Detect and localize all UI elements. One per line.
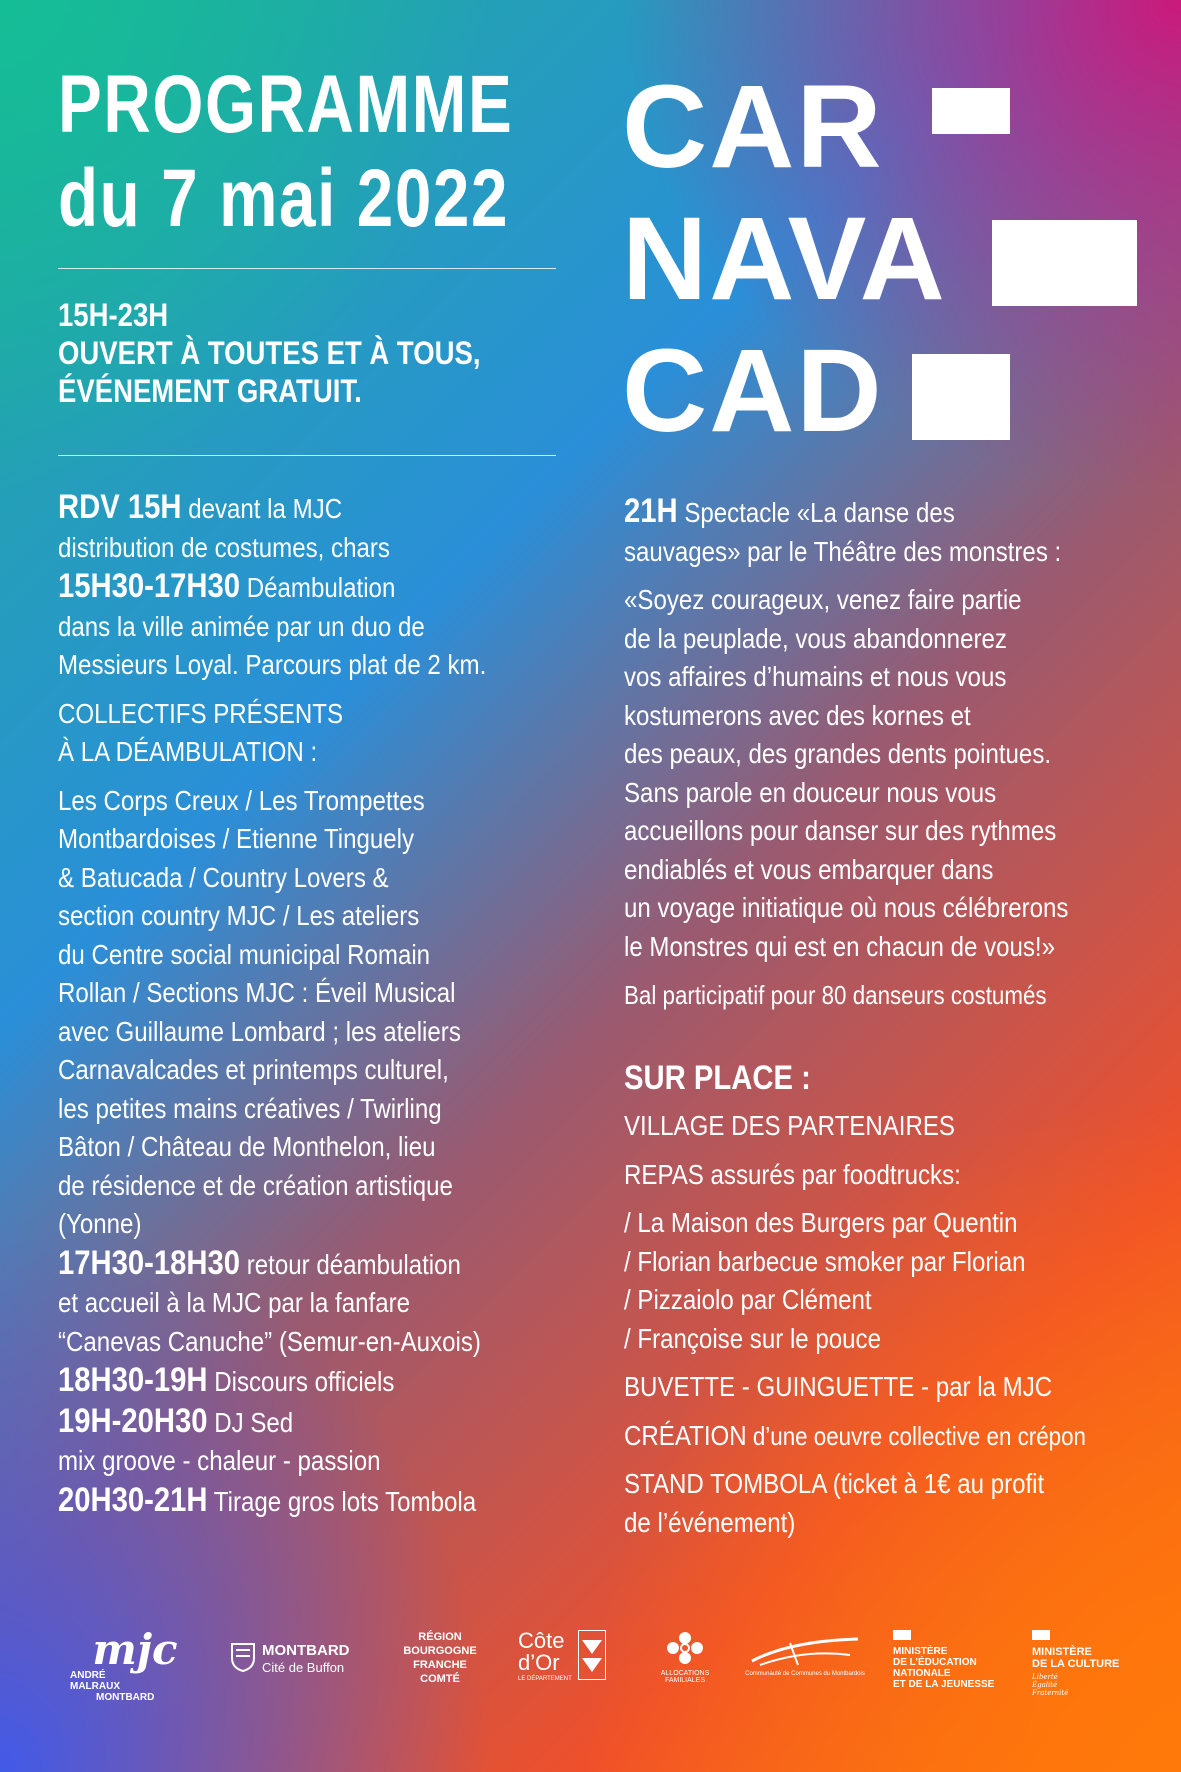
collectifs-heading-1: COLLECTIFS PRÉSENTS — [58, 697, 344, 729]
devise-line: Fraternité — [1032, 1689, 1069, 1697]
quote-line: accueillons pour danser sur des rythmes — [624, 815, 1057, 846]
quote-line: kostumerons avec des kornes et — [624, 699, 971, 731]
cc-logo — [745, 1635, 865, 1677]
collectif-line: (Yonne) — [58, 1208, 142, 1239]
marianne-icon — [893, 1630, 911, 1640]
quote-line: le Monstres qui est en chacun de vous!» — [624, 930, 1056, 962]
collectif-line: section country MJC / Les ateliers — [58, 900, 420, 931]
spectacle-time: 21H — [624, 492, 678, 530]
ministere-education-logo — [893, 1630, 1003, 1690]
divider-top — [58, 268, 556, 269]
caf-flower-icon — [663, 1630, 707, 1668]
collectif-line: Rollan / Sections MJC : Éveil Musical — [58, 977, 456, 1008]
tirage-line — [58, 1481, 486, 1522]
foodtruck-item: / La Maison des Burgers par Quentin — [624, 1207, 1018, 1238]
creation-line — [624, 1417, 1086, 1456]
min-cult-line: MINISTÈRE — [1032, 1646, 1092, 1658]
rdv-text-2: distribution de costumes, chars — [58, 531, 390, 563]
deamb-text-2: dans la ville animée par un duo de — [58, 610, 425, 642]
carnavalcade-logo — [622, 60, 1142, 457]
marianne-icon — [1032, 1630, 1050, 1640]
montbard-text: MONTBARD — [262, 1642, 350, 1659]
min-edu-line: NATIONALE — [893, 1668, 951, 1679]
buvette-text: BUVETTE - GUINGUETTE - par la MJC — [624, 1371, 1053, 1402]
cote-sub: LE DÉPARTEMENT — [518, 1676, 572, 1682]
partner-logos — [0, 1625, 1181, 1730]
region-line-4: COMTÉ — [420, 1673, 460, 1685]
mjc-sub-2: MALRAUX — [70, 1681, 120, 1692]
collectif-line: Bâton / Château de Monthelon, lieu — [58, 1131, 436, 1162]
event-hours: 15H-23H — [58, 297, 169, 333]
title-line-1: PROGRAMME — [58, 59, 514, 150]
quote-line: «Soyez courageux, venez faire partie — [624, 584, 1022, 615]
spectacle-text: Spectacle «La danse des — [677, 497, 955, 528]
quote-line: vos affaires d’humains et nous vous — [624, 661, 1007, 692]
sur-place-heading: SUR PLACE : — [624, 1058, 811, 1097]
deamb-time: 15H30-17H30 — [58, 567, 241, 605]
foodtruck-item: / Pizzaiolo par Clément — [624, 1284, 872, 1315]
min-edu-line: ET DE LA JEUNESSE — [893, 1679, 995, 1690]
deamb-text: Déambulation — [240, 572, 396, 603]
region-logo — [395, 1630, 485, 1686]
devise-line: Liberté — [1032, 1673, 1058, 1681]
region-line-2: BOURGOGNE — [403, 1645, 477, 1657]
divider-bottom — [58, 455, 556, 456]
dj-line — [58, 1402, 486, 1443]
dj-text-2: mix groove - chaleur - passion — [58, 1445, 381, 1476]
cote-dor-icon — [578, 1630, 606, 1680]
quote-line: de la peuplade, vous abandonnerez — [624, 622, 1007, 654]
event-free: ÉVÉNEMENT GRATUIT. — [58, 373, 362, 409]
ministere-culture-logo — [1032, 1630, 1142, 1697]
retour-line — [58, 1244, 486, 1285]
discours-text: Discours officiels — [207, 1366, 395, 1397]
retour-text-2: et accueil à la MJC par la fanfare — [58, 1287, 411, 1318]
collectif-line: & Batucada / Country Lovers & — [58, 861, 389, 893]
collectif-line: du Centre social municipal Romain — [58, 938, 431, 970]
collectif-line: les petites mains créatives / Twirling — [58, 1092, 442, 1124]
discours-time: 18H30-19H — [58, 1361, 208, 1399]
retour-text-3: “Canevas Canuche” (Semur-en-Auxois) — [58, 1325, 481, 1357]
cote-dor-logo — [518, 1630, 608, 1684]
logo-block-3 — [912, 354, 1010, 440]
cc-text: Communauté de Communes du Montbardois — [745, 1671, 865, 1677]
logo-row-1: CAR — [622, 61, 884, 193]
right-column — [624, 492, 1086, 1542]
quote-line: Sans parole en douceur nous vous — [624, 776, 997, 808]
collectifs-heading-2: À LA DÉAMBULATION : — [58, 736, 318, 767]
logo-row-2: NAVA — [622, 193, 947, 325]
cote-line-2: d’Or — [518, 1650, 560, 1675]
spectacle-text-2: sauvages» par le Théâtre des monstres : — [624, 535, 1062, 567]
creation-text: d’une oeuvre collective en crépon — [746, 1420, 1086, 1451]
logo-row-3: CAD — [622, 325, 884, 457]
retour-time: 17H30-18H30 — [58, 1243, 241, 1282]
caf-text: ALLOCATIONS FAMILIALES — [660, 1670, 710, 1684]
tirage-time: 20H30-21H — [58, 1480, 208, 1519]
creation-label: CRÉATION — [624, 1419, 747, 1451]
mjc-logo — [70, 1625, 200, 1703]
stand-text-2: de l’événement) — [624, 1506, 796, 1538]
discours-line — [58, 1361, 486, 1402]
foodtruck-item: / Françoise sur le pouce — [624, 1322, 881, 1354]
dj-time: 19H-20H30 — [58, 1401, 208, 1440]
repas-text: REPAS assurés par foodtrucks: — [624, 1158, 961, 1190]
region-line-1: RÉGION — [418, 1631, 462, 1643]
event-open: OUVERT À TOUTES ET À TOUS, — [58, 335, 481, 371]
quote-line: endiablés et vous embarquer dans — [624, 853, 994, 885]
deamb-text-3: Messieurs Loyal. Parcours plat de 2 km. — [58, 649, 487, 680]
min-edu-line: DE L’ÉDUCATION — [893, 1657, 977, 1668]
stand-text-1: STAND TOMBOLA (ticket à 1€ au profit — [624, 1468, 1045, 1499]
mjc-sub-3: MONTBARD — [96, 1692, 155, 1703]
logo-block-1 — [932, 88, 1010, 134]
min-cult-line: DE LA CULTURE — [1032, 1658, 1120, 1670]
retour-text: retour déambulation — [240, 1248, 461, 1280]
cote-line-1: Côte — [518, 1628, 565, 1653]
shield-icon — [230, 1642, 256, 1672]
spectacle-line — [624, 492, 1086, 533]
region-line-3: FRANCHE — [413, 1659, 467, 1671]
min-edu-line: MINISTÈRE — [893, 1646, 948, 1657]
event-info — [58, 296, 481, 410]
collectif-line: de résidence et de création artistique — [58, 1169, 453, 1201]
mjc-logo-text: mjc — [92, 1625, 178, 1674]
collectif-line: avec Guillaume Lombard ; les ateliers — [58, 1015, 461, 1047]
title-line-2: du 7 mai 2022 — [58, 153, 510, 244]
montbard-sub: Cité de Buffon — [262, 1660, 345, 1675]
quote-line: un voyage initiatique où nous célébrerons — [624, 892, 1069, 923]
bal-text: Bal participatif pour 80 danseurs costumés — [624, 980, 1047, 1010]
quote-line: des peaux, des grandes dents pointues. — [624, 738, 1052, 769]
foodtruck-item: / Florian barbecue smoker par Florian — [624, 1245, 1026, 1277]
collectif-line: Carnavalcades et printemps culturel, — [58, 1054, 449, 1085]
left-column — [58, 488, 486, 1521]
devise-line: Égalité — [1032, 1681, 1058, 1689]
collectif-line: Les Corps Creux / Les Trompettes — [58, 784, 425, 816]
tirage-text: Tirage gros lots Tombola — [207, 1485, 477, 1517]
rdv-line — [58, 488, 486, 529]
mjc-sub-1: ANDRÉ — [70, 1670, 106, 1681]
dj-text: DJ Sed — [207, 1406, 294, 1438]
rdv-text: devant la MJC — [181, 493, 343, 524]
caf-logo — [650, 1630, 720, 1684]
cc-swoosh-icon — [750, 1635, 860, 1669]
village-text: VILLAGE DES PARTENAIRES — [624, 1110, 956, 1141]
deamb-line — [58, 567, 486, 608]
rdv-time: RDV 15H — [58, 488, 182, 526]
page-title — [58, 58, 514, 246]
collectif-line: Montbardoises / Etienne Tinguely — [58, 823, 415, 854]
logo-block-2 — [992, 220, 1137, 306]
